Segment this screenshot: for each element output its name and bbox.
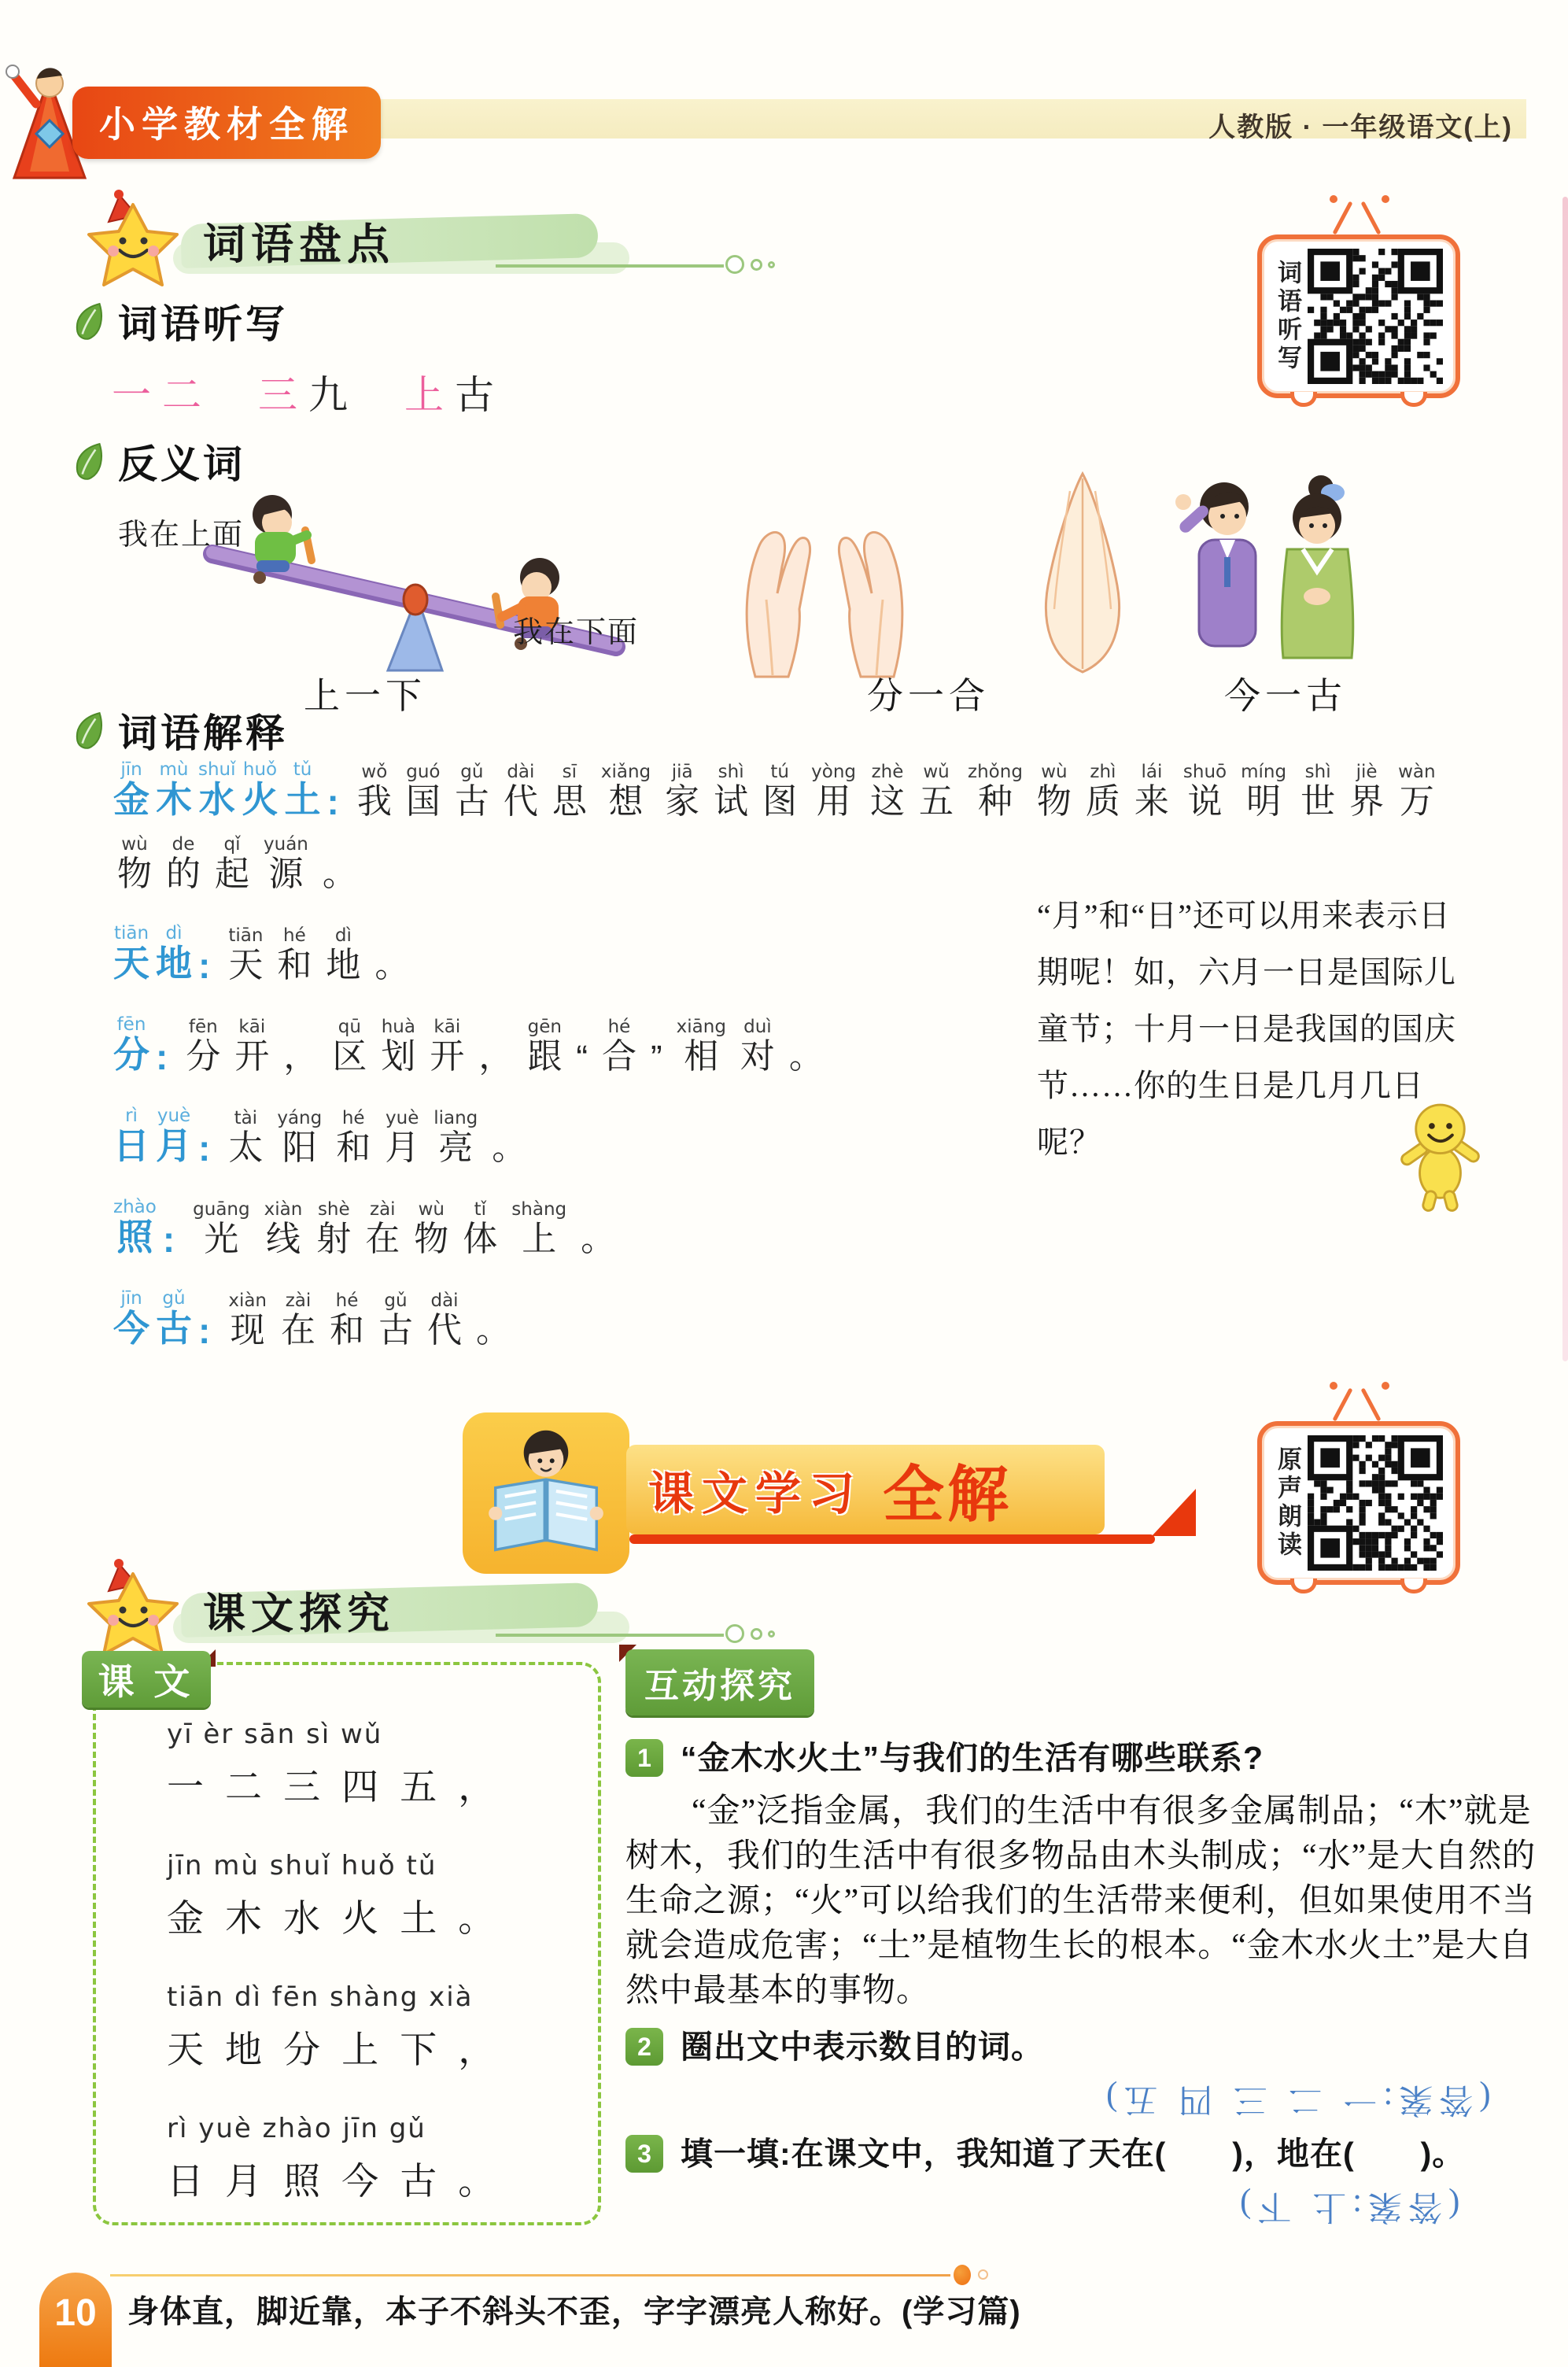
- entry-headword: 水shuǐ: [198, 759, 236, 820]
- lesson-text-label: 课 文: [82, 1651, 211, 1708]
- page-number: 10: [39, 2273, 112, 2367]
- entry-definition: 阳yáng: [277, 1108, 323, 1167]
- dictation-word: [258, 373, 359, 417]
- entry-definition: 天tiān: [228, 925, 264, 984]
- entry-definition: 国guó: [405, 762, 441, 821]
- entry-definition: 我wǒ: [356, 762, 392, 821]
- poem-pinyin: yī èr sān sì wǔ: [167, 1719, 383, 1750]
- entry-definition: 图tú: [762, 762, 798, 821]
- question-row: [625, 2132, 1554, 2176]
- entry-definition: 和hé: [336, 1108, 371, 1167]
- dictation-char: 上: [404, 373, 444, 417]
- entry-definition: 这zhè: [870, 762, 906, 821]
- entry-definition: 合hé: [601, 1017, 636, 1076]
- entry-definition: 思sī: [552, 762, 587, 821]
- entry-definition: 想xiǎng: [600, 762, 651, 821]
- entry-definition: 质zhì: [1085, 762, 1120, 821]
- entry-definition: 和hé: [277, 925, 312, 984]
- star-icon: [74, 189, 192, 303]
- banner-title-part1: 课文学习: [648, 1468, 863, 1520]
- question-row: [625, 2025, 1554, 2069]
- poem-line: 日 月 照 今 古 。: [167, 2160, 501, 2202]
- entry-definition: 划huà: [381, 1017, 416, 1076]
- entry-definition: 跟gēn: [527, 1017, 563, 1076]
- entry-headword: 地dì: [156, 923, 192, 984]
- question-row: [625, 1736, 1554, 1780]
- entry-headword: 金jīn: [113, 759, 149, 820]
- entry-definition: 对duì: [740, 1017, 775, 1076]
- people-illustration: [1175, 469, 1372, 678]
- entry-definition: 界jiè: [1349, 762, 1385, 821]
- subsection-title: 词语解释: [118, 711, 288, 755]
- subsection-antonyms: [72, 433, 245, 489]
- entry-definition: 。: [581, 1220, 616, 1258]
- subsection-title: 反义词: [118, 442, 245, 486]
- entry-definition: 种zhǒng: [968, 762, 1023, 821]
- entry-headword: 古gǔ: [156, 1288, 192, 1349]
- poem-line: 一 二 三 四 五 ，: [167, 1766, 501, 1808]
- poem-pinyin: rì yuè zhào jīn gǔ: [167, 2113, 426, 2144]
- antonym-caption-now-ancient: 今一古: [1224, 676, 1347, 716]
- page-edge-decoration: [1562, 197, 1568, 1361]
- subsection-explanations: [72, 702, 288, 759]
- lesson-banner: [626, 1445, 1105, 1534]
- interactive-inquiry: [625, 1649, 1554, 2239]
- entry-definition: 线xiàn: [264, 1199, 303, 1258]
- entry-headword: 土tǔ: [284, 759, 321, 820]
- footer-dot: [954, 2265, 971, 2285]
- dictation-char: 九: [308, 373, 348, 417]
- qr-label: 原声朗读: [1274, 1446, 1301, 1560]
- entry-definition: 光guāng: [193, 1199, 250, 1258]
- footer-motto: 身体直，脚近靠，本子不斜头不歪，字字漂亮人称好。(学习篇): [127, 2295, 1021, 2329]
- section-title: 课文探究: [203, 1590, 395, 1638]
- answer-key-rotated: (答案:上 下): [1233, 2188, 1459, 2225]
- entry-definition: 起qǐ: [215, 834, 249, 893]
- lesson-poem: [167, 1719, 500, 2244]
- entry-definition: 源yuán: [264, 834, 308, 893]
- antonym-caption-apart-together: 分一合: [867, 676, 990, 716]
- entry-definition: 开kāi: [234, 1017, 270, 1076]
- seesaw-label-bottom: 我在下面: [513, 616, 640, 649]
- entry-headword: 火huǒ: [242, 759, 279, 820]
- word-entry: [110, 755, 1526, 895]
- edition-label: 人教版 · 一年级语文(上): [1208, 113, 1513, 142]
- entry-definition: 说shuō: [1182, 762, 1227, 821]
- prayer-hands-illustration: [1004, 467, 1161, 684]
- entry-definition: 太tài: [228, 1108, 264, 1167]
- qr-code-dictation: [1308, 249, 1443, 384]
- entry-definition: 现xiàn: [228, 1291, 267, 1350]
- subsection-dictation: [72, 293, 288, 349]
- entry-definition: 。: [374, 946, 410, 984]
- word-entry: [110, 1284, 1526, 1352]
- question-text: 圈出文中表示数目的词。: [681, 2029, 1044, 2065]
- entry-definition: 古gǔ: [454, 762, 489, 821]
- dictation-char: 二: [162, 373, 201, 417]
- section-title: 词语盘点: [203, 221, 395, 268]
- dictation-word: [112, 373, 212, 417]
- entry-definition: 代dài: [427, 1291, 463, 1350]
- poem-pinyin: jīn mù shuǐ huǒ tǔ: [167, 1850, 437, 1881]
- entry-definition: 亮liang: [434, 1108, 478, 1167]
- answer-key-row: [625, 2078, 1554, 2127]
- entry-colon: :: [327, 781, 339, 822]
- entry-definition: 分fēn: [186, 1017, 221, 1076]
- entry-definition: 相xiāng: [676, 1017, 726, 1076]
- entry-definition: 用yòng: [811, 762, 857, 821]
- entry-definition: 物wù: [117, 834, 152, 893]
- entry-headword: 木mù: [156, 759, 192, 820]
- qr-tv-dictation: [1257, 203, 1460, 398]
- entry-definition: 和hé: [330, 1291, 365, 1350]
- poem-pinyin: tiān dì fēn shàng xià: [167, 1981, 474, 2013]
- poem-line: 天 地 分 上 下 ，: [167, 2029, 501, 2070]
- entry-definition: 区qū: [332, 1017, 367, 1076]
- leaf-icon: [72, 301, 105, 341]
- entry-definition: 在zài: [281, 1291, 316, 1350]
- banner-title-part2: 全解: [883, 1460, 1013, 1529]
- side-note: “月”和“日”还可以用来表示日期呢！如，六月一日是国际儿童节；十月一日是我国的国庆节……你的生日是几月几日呢？: [1037, 898, 1456, 1160]
- entry-definition: 地dì: [326, 925, 361, 984]
- entry-colon: :: [198, 945, 211, 986]
- entry-definition: “: [576, 1039, 588, 1077]
- banner-triangle: [1152, 1489, 1196, 1536]
- footer-ring: [978, 2269, 988, 2280]
- entry-colon: :: [156, 1036, 168, 1077]
- dictation-char: 一: [112, 373, 151, 417]
- question-text: 填一填:在课文中，我知道了天在( )，地在( )。: [681, 2136, 1466, 2172]
- entry-definition: 家jiā: [665, 762, 700, 821]
- entry-definition: 。: [476, 1311, 511, 1350]
- entry-headword: 天tiān: [113, 923, 149, 984]
- entry-colon: :: [198, 1310, 211, 1351]
- entry-definition: 试shì: [714, 762, 749, 821]
- interactive-inquiry-label: 互动探究: [625, 1649, 814, 1715]
- entry-definition: ，: [283, 1037, 319, 1076]
- dictation-words: [112, 364, 551, 420]
- question-number: 3: [625, 2135, 663, 2173]
- entry-headword: 照zhào: [113, 1197, 157, 1257]
- banner-underline: [629, 1534, 1155, 1544]
- smiley-mascot-icon: [1391, 1095, 1489, 1217]
- entry-definition: 月yuè: [385, 1108, 420, 1167]
- entry-definition: 古gǔ: [378, 1291, 414, 1350]
- entry-definition: ”: [650, 1039, 662, 1077]
- qr-label: 词语听写: [1274, 260, 1301, 373]
- entry-definition: 明míng: [1241, 762, 1287, 821]
- entry-definition: 万wàn: [1398, 762, 1436, 821]
- antonym-caption-updown: 上一下: [304, 676, 426, 716]
- entry-definition: 物wù: [1036, 762, 1072, 821]
- poem-stanza: [167, 2113, 500, 2205]
- poem-line: 金 木 水 火 土 。: [167, 1897, 501, 1939]
- entry-colon: :: [198, 1128, 211, 1169]
- entry-definition: 的de: [166, 834, 201, 893]
- entry-definition: 射shè: [316, 1199, 352, 1258]
- poem-stanza: [167, 1850, 500, 1942]
- series-logo: 小学教材全解: [72, 87, 381, 159]
- reading-kid-icon: [463, 1412, 629, 1574]
- entry-definition: 体tǐ: [463, 1199, 498, 1258]
- entry-definition: 。: [322, 855, 357, 893]
- answer-key-row: [625, 2185, 1554, 2234]
- entry-colon: :: [162, 1219, 175, 1260]
- seesaw-label-top: 我在上面: [118, 519, 245, 552]
- question-number: 1: [625, 1739, 663, 1777]
- entry-definition: 世shì: [1301, 762, 1336, 821]
- footer-rule: [110, 2274, 950, 2277]
- entry-headword: 日rì: [113, 1106, 149, 1166]
- open-hands-illustration: [707, 489, 943, 682]
- dictation-char: 三: [258, 373, 297, 417]
- section-heading-wordlist: [55, 189, 763, 307]
- seesaw-illustration: [187, 485, 636, 685]
- entry-definition: 物wù: [414, 1199, 449, 1258]
- entry-headword: 分fēn: [113, 1014, 149, 1075]
- qr-code-reading: [1308, 1435, 1443, 1571]
- entry-definition: 代dài: [503, 762, 538, 821]
- subsection-title: 词语听写: [118, 302, 288, 346]
- entry-definition: 上shàng: [511, 1199, 567, 1258]
- entry-definition: 开kāi: [430, 1017, 465, 1076]
- qr-tv-reading: [1257, 1390, 1460, 1585]
- dictation-word: [404, 373, 505, 417]
- poem-stanza: [167, 1719, 500, 1811]
- entry-definition: 。: [492, 1128, 527, 1167]
- leaf-icon: [72, 441, 105, 481]
- entry-definition: 。: [788, 1037, 824, 1076]
- poem-stanza: [167, 1981, 500, 2073]
- answer-paragraph: “金”泛指金属，我们的生活中有很多金属制品；“木”就是树木，我们的生活中有很多物品由木头制成；“水”是大自然的生命之源；“火”可以给我们的生活带来便利，但如果使用不当就会造成危害；“土”是植物生长的根本。“金木水火土”是大自然中最基本的事物。: [625, 1793, 1537, 2009]
- entry-definition: 在zài: [365, 1199, 400, 1258]
- entry-definition: 五wǔ: [919, 762, 954, 821]
- question-number: 2: [625, 2028, 663, 2066]
- question-text: “金木水火土”与我们的生活有哪些联系?: [681, 1740, 1264, 1776]
- entry-definition: 来lái: [1134, 762, 1169, 821]
- entry-definition: ，: [478, 1037, 514, 1076]
- entry-headword: 月yuè: [156, 1106, 192, 1166]
- leaf-icon: [72, 711, 105, 750]
- entry-headword: 今jīn: [113, 1288, 149, 1349]
- answer-key-rotated: (答案:一 二 三 四 五): [1100, 2081, 1491, 2118]
- dictation-char: 古: [455, 373, 494, 417]
- word-entry: [110, 1193, 1526, 1261]
